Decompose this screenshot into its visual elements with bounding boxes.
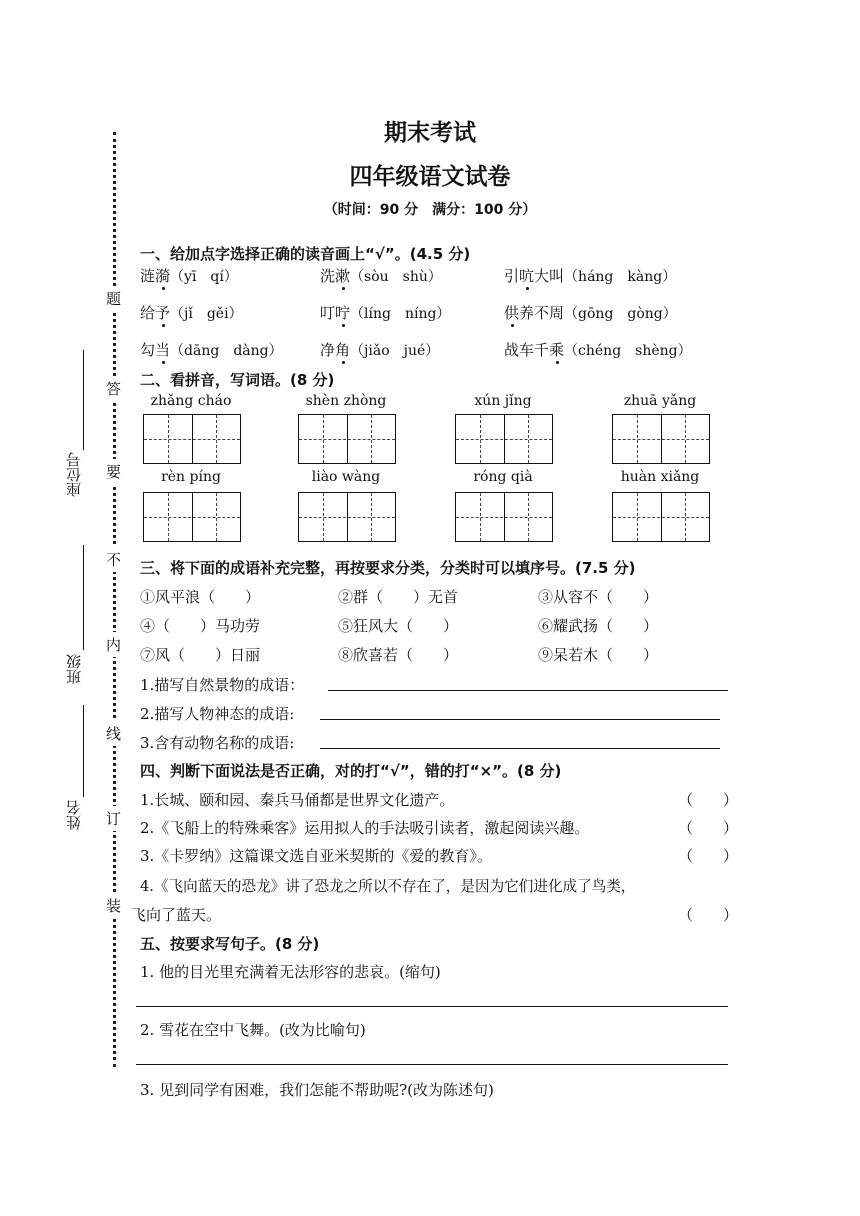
margin-char: 线 (106, 721, 121, 746)
seat-number-line[interactable] (83, 350, 84, 450)
answer-bracket[interactable]: （ ） (678, 906, 739, 924)
margin-char: 装 (106, 893, 121, 918)
margin-char: 内 (106, 632, 121, 657)
pronunciation-item: 涟漪（yī qí） (140, 267, 238, 285)
pronunciation-item: 净角（jiǎo jué） (320, 341, 440, 359)
paper-title: 四年级语文试卷 (349, 164, 511, 190)
answer-bracket[interactable]: （ ） (678, 847, 739, 865)
margin-char: 答 (106, 376, 121, 401)
pinyin-label: zhuā yǎng (623, 393, 697, 409)
section3-heading: 三、将下面的成语补充完整，再按要求分类，分类时可以填序号。(7.5 分) (140, 559, 636, 577)
section1-heading: 一、给加点字选择正确的读音画上“√”。(4.5 分) (140, 245, 471, 263)
pinyin-label: rèn píng (161, 469, 221, 485)
pinyin-label: zhǎng cháo (150, 393, 232, 409)
name-label: 姓名 (65, 800, 83, 830)
class-line[interactable] (83, 545, 84, 650)
judgment-item: 4.《飞向蓝天的恐龙》讲了恐龙之所以不存在了，是因为它们进化成了鸟类， (140, 878, 636, 895)
margin-char: 要 (106, 459, 121, 484)
pronunciation-item: 叮咛（líng níng） (320, 304, 451, 322)
category-label: 1.描写自然景物的成语： (140, 676, 305, 694)
tian-grid-box[interactable] (455, 414, 553, 464)
idiom-item: ⑥耀武扬（ ） (538, 617, 659, 635)
idiom-item: ③从容不（ ） (538, 588, 659, 606)
tian-grid-box[interactable] (143, 492, 241, 542)
tian-grid-box[interactable] (143, 414, 241, 464)
idiom-item: ④（ ）马功劳 (140, 617, 261, 635)
answer-bracket[interactable]: （ ） (678, 819, 739, 837)
judgment-item: 3.《卡罗纳》这篇课文选自亚米契斯的《爱的教育》。 (140, 847, 492, 865)
category-answer-line[interactable] (320, 748, 720, 749)
pronunciation-item: 勾当（dāng dàng） (140, 341, 283, 359)
idiom-item: ②群（ ）无首 (338, 588, 459, 606)
margin-char: 题 (106, 286, 121, 311)
tian-grid-box[interactable] (455, 492, 553, 542)
tian-grid-box[interactable] (612, 492, 710, 542)
binding-dotted-line (113, 132, 116, 1067)
sentence-answer-line[interactable] (136, 1064, 728, 1065)
margin-char: 订 (106, 806, 121, 831)
pronunciation-item: 引吭大叫（háng kàng） (504, 267, 677, 285)
tian-grid-box[interactable] (298, 414, 396, 464)
section4-heading: 四、判断下面说法是否正确，对的打“√”，错的打“×”。(8 分) (140, 762, 562, 780)
category-answer-line[interactable] (328, 690, 728, 691)
pronunciation-item: 供养不周（gōng gòng） (504, 304, 677, 322)
sentence-task: 1. 他的目光里充满着无法形容的悲哀。(缩句) (140, 963, 441, 981)
pinyin-label: liào wàng (311, 469, 381, 485)
margin-char: 不 (106, 547, 121, 572)
pronunciation-item: 洗漱（sòu shù） (320, 267, 442, 285)
pronunciation-item: 战车千乘（chéng shèng） (504, 341, 692, 359)
pinyin-label: xún jǐng (474, 393, 532, 409)
sentence-task: 3. 见到同学有困难，我们怎能不帮助呢?(改为陈述句) (140, 1081, 494, 1099)
idiom-item: ⑧欣喜若（ ） (338, 646, 459, 664)
pinyin-label: róng qià (473, 469, 533, 485)
exam-title: 期末考试 (384, 120, 476, 146)
judgment-item-continued: 飞向了蓝天。 (131, 906, 222, 924)
idiom-item: ⑨呆若木（ ） (538, 646, 659, 664)
sentence-task: 2. 雪花在空中飞舞。(改为比喻句) (140, 1021, 366, 1039)
seat-number-label: 座位号 (65, 452, 83, 497)
answer-bracket[interactable]: （ ） (678, 791, 739, 809)
idiom-item: ①风平浪（ ） (140, 588, 261, 606)
section2-heading: 二、看拼音，写词语。(8 分) (140, 371, 335, 389)
category-label: 2.描写人物神态的成语: (140, 705, 295, 723)
pinyin-label: shèn zhòng (305, 393, 387, 409)
idiom-item: ⑤狂风大（ ） (338, 617, 459, 635)
pronunciation-item: 给予（jǐ gěi） (140, 304, 243, 322)
sentence-answer-line[interactable] (136, 1006, 728, 1007)
class-label: 班级 (65, 654, 83, 684)
time-info: （时间：90 分 满分：100 分） (323, 202, 537, 218)
judgment-item: 1.长城、颐和园、秦兵马俑都是世界文化遗产。 (140, 791, 455, 809)
judgment-item: 2.《飞船上的特殊乘客》运用拟人的手法吸引读者，激起阅读兴趣。 (140, 819, 590, 837)
category-answer-line[interactable] (320, 719, 720, 720)
category-label: 3.含有动物名称的成语: (140, 734, 295, 752)
pinyin-label: huàn xiǎng (620, 469, 700, 485)
tian-grid-box[interactable] (612, 414, 710, 464)
idiom-item: ⑦风（ ）日丽 (140, 646, 261, 664)
section5-heading: 五、按要求写句子。(8 分) (140, 935, 320, 953)
tian-grid-box[interactable] (298, 492, 396, 542)
name-line[interactable] (83, 705, 84, 797)
